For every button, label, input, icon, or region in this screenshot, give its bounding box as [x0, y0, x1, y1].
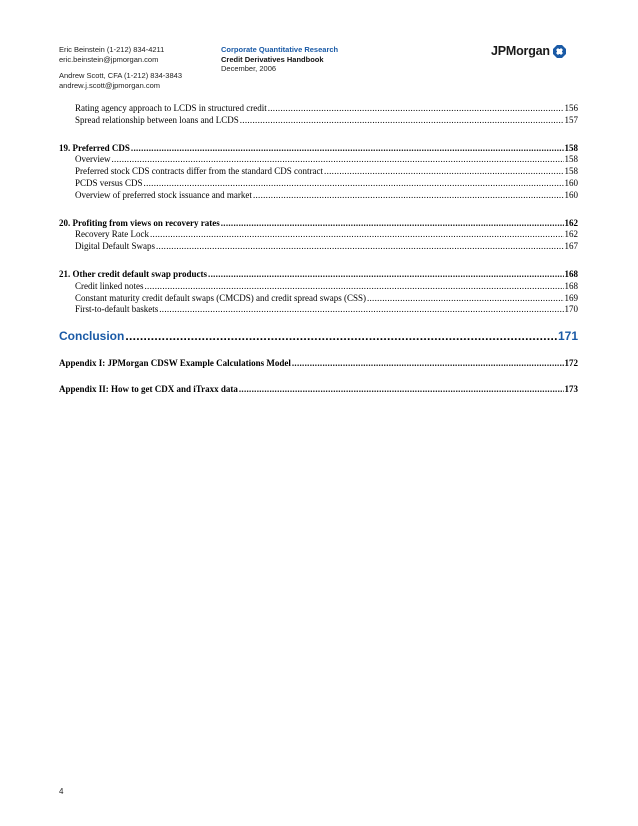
document-date: December, 2006 [221, 64, 277, 74]
toc-section-21[interactable]: 21. Other credit default swap products ..... 168 [59, 269, 578, 281]
page-number: 4 [59, 787, 64, 796]
toc-section-19[interactable]: 19. Preferred CDS ..... 158 [59, 143, 578, 155]
author1-contact: Eric Beinstein (1-212) 834-4211 [59, 45, 165, 54]
toc-entry[interactable]: Recovery Rate Lock ..... 162 [59, 229, 578, 241]
jpmorgan-octagon-icon [553, 45, 566, 58]
document-title: Credit Derivatives Handbook [221, 54, 324, 64]
toc-entry[interactable]: Digital Default Swaps ..... 167 [59, 241, 578, 253]
table-of-contents [59, 103, 578, 396]
toc-entry[interactable]: Rating agency approach to LCDS in structured credit ..... 156 [59, 103, 578, 115]
author1-email: eric.beinstein@jpmorgan.com [59, 54, 159, 64]
toc-entry[interactable]: Overview ..... 158 [59, 154, 578, 166]
logo-text: JPMorgan [491, 44, 550, 58]
toc-entry[interactable]: Credit linked notes ..... 168 [59, 281, 578, 293]
toc-entry[interactable]: Constant maturity credit default swaps (CMCDS) and credit spread swaps (CSS) ..... 169 [59, 293, 578, 305]
document-info [221, 45, 338, 74]
toc-entry[interactable]: First-to-default baskets ..... 170 [59, 304, 578, 316]
toc-entry[interactable]: PCDS versus CDS ..... 160 [59, 178, 578, 190]
department-label: Corporate Quantitative Research [221, 45, 339, 54]
toc-section-20[interactable]: 20. Profiting from views on recovery rates ..... 162 [59, 218, 578, 230]
toc-appendix-1[interactable]: Appendix I: JPMorgan CDSW Example Calculations Model ..... 172 [59, 358, 578, 370]
toc-entry[interactable]: Overview of preferred stock issuance and market ..... 160 [59, 190, 578, 202]
author2-contact: Andrew Scott, CFA (1-212) 834-3843 [59, 71, 182, 81]
author2-email: andrew.j.scott@jpmorgan.com [59, 80, 160, 90]
toc-conclusion[interactable]: Conclusion ..... 171 [59, 329, 578, 344]
author-block [59, 45, 182, 90]
toc-appendix-2[interactable]: Appendix II: How to get CDX and iTraxx data ..... 173 [59, 384, 578, 396]
jpmorgan-logo [491, 44, 566, 58]
toc-entry[interactable]: Preferred stock CDS contracts differ from the standard CDS contract ..... 158 [59, 166, 578, 178]
toc-entry[interactable]: Spread relationship between loans and LCDS ..... 157 [59, 115, 578, 127]
